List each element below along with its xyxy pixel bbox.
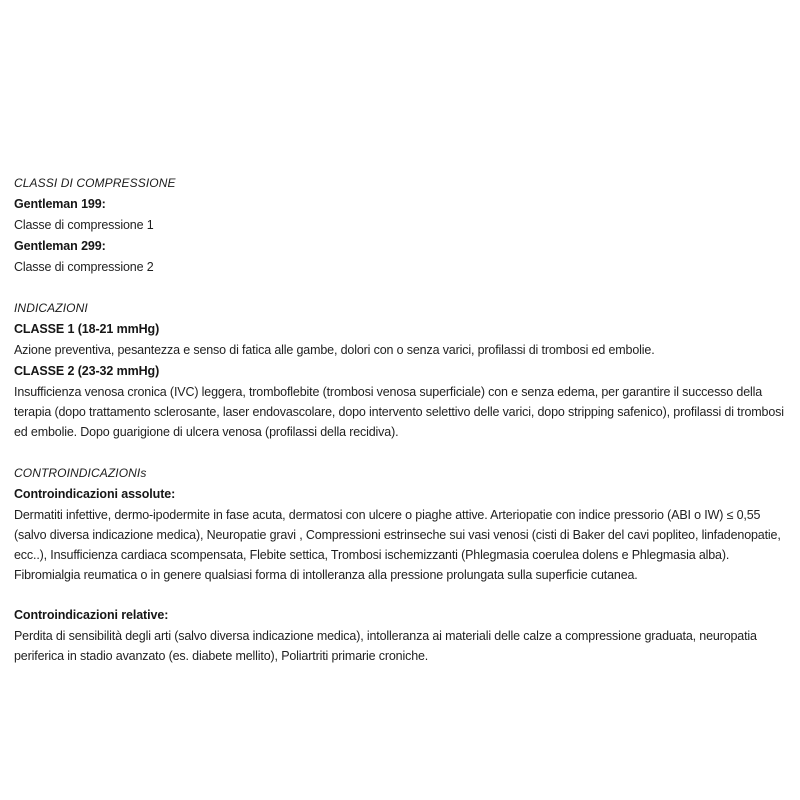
- classe-2-label: CLASSE 2 (23-32 mmHg): [14, 364, 160, 378]
- section-heading-indicazioni: INDICAZIONI: [14, 301, 88, 315]
- section-classi-di-compressione: [14, 173, 786, 277]
- controindicazioni-relative-text: Perdita di sensibilità degli arti (salvo diversa indicazione medica), intolleranza ai materiali delle calze a compressione graduata, neuropatia periferica in stadio avanzato (es. diabete mellito), Poliartriti primarie croniche.: [14, 629, 757, 663]
- model-text-gentleman-299: Classe di compressione 2: [14, 260, 154, 274]
- model-label-gentleman-199: Gentleman 199:: [14, 197, 106, 211]
- section-indicazioni: [14, 298, 786, 442]
- section-heading-classi-di-compressione: CLASSI DI COMPRESSIONE: [14, 176, 176, 190]
- controindicazioni-assolute-label: Controindicazioni assolute:: [14, 487, 176, 501]
- controindicazioni-assolute-text: Dermatiti infettive, dermo-ipodermite in fase acuta, dermatosi con ulcere o piaghe attive. Arteriopatie con indice pressorio (ABI o IW) ≤ 0,55 (salvo diversa indicazione medica), Neuropatie gravi , Compressioni estrinseche sui vasi venosi (cisti di Baker del cavi popliteo, linfadenopatie, ecc..), Insufficienza cardiaca scompensata, Flebite settica, Trombosi ischemizzanti (Phlegmasia coerulea dolens e Phlegmasia alba). Fibromialgia reumatica o in genere qualsiasi forma di intolleranza alla pressione prolungata sulla superficie cutanea.: [14, 508, 781, 582]
- classe-1-text: Azione preventiva, pesantezza e senso di fatica alle gambe, dolori con o senza varici, profilassi di trombosi ed embolie.: [14, 343, 655, 357]
- controindicazioni-relative-label: Controindicazioni relative:: [14, 608, 169, 622]
- classe-1-label: CLASSE 1 (18-21 mmHg): [14, 322, 160, 336]
- classe-2-text: Insufficienza venosa cronica (IVC) leggera, tromboflebite (trombosi venosa superficiale) con e senza edema, per garantire il successo della terapia (dopo trattamento sclerosante, laser endovascolare, dopo intervento selettivo delle varici, dopo stripping safenico), profilassi di trombosi ed embolie. Dopo guarigione di ulcera venosa (profilassi della recidiva).: [14, 385, 784, 439]
- model-label-gentleman-299: Gentleman 299:: [14, 239, 106, 253]
- section-heading-controindicazioni: CONTROINDICAZIONIs: [14, 466, 147, 480]
- model-text-gentleman-199: Classe di compressione 1: [14, 218, 154, 232]
- section-controindicazioni: [14, 463, 786, 666]
